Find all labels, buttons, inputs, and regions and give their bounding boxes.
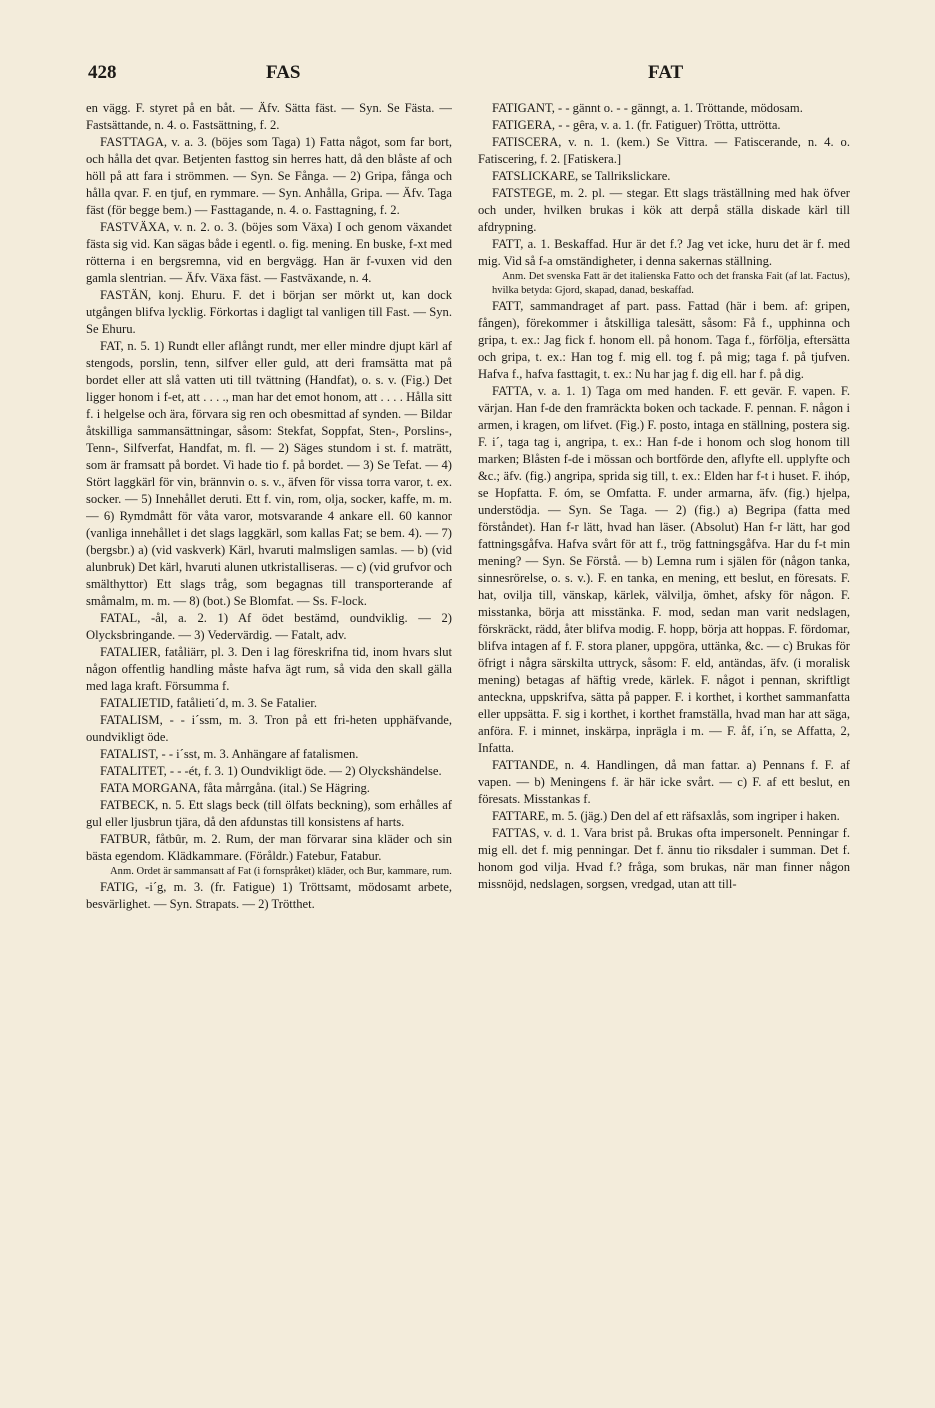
page-header: [88, 62, 843, 88]
entry-paragraph: FASTTAGA, v. a. 3. (böjes som Taga) 1) Fatta något, som far bort, och hålla det qvar. Betjenten fasttog sin herres hatt, då den blåste af och höll på att fara i strömmen. — Syn. Se Fånga. — 2) Gripa, fånga och hålla qvar. F. en tjuf, en rymmare. — Syn. Anhålla, Gripa. — Äfv. Taga fäst (för begge bem.) — Fasttagande, n. 4. o. Fasttagning, f. 2.: [86, 135, 452, 217]
entry-paragraph: FATIG, -i´g, m. 3. (fr. Fatigue) 1) Tröttsamt, mödosamt arbete, besvärlighet. — Syn. Strapats. — 2) Trötthet.: [86, 880, 452, 911]
page-number: 428: [88, 62, 117, 83]
entry-paragraph: FATAL, -ål, a. 2. 1) Af ödet bestämd, oundviklig. — 2) Olycksbringande. — 3) Vedervärdig. — Fatalt, adv.: [86, 611, 452, 642]
right-column: [478, 100, 850, 1390]
entry-paragraph: FATALITET, - - -ét, f. 3. 1) Oundvikligt öde. — 2) Olyckshändelse.: [100, 764, 442, 778]
entry-note: Anm. Det svenska Fatt är det italienska Fatto och det franska Fait (af lat. Factus), hvilka betyda: Gjord, skapad, danad, beskaffad.: [492, 271, 850, 296]
entry-paragraph: FATIGERA, - - gêra, v. a. 1. (fr. Fatiguer) Trötta, uttrötta.: [492, 118, 781, 132]
entry-paragraph: FATBUR, fåtbûr, m. 2. Rum, der man förvarar sina kläder och sin bästa egendom. Klädkammare. (Föråldr.) Fatebur, Fatabur.: [86, 832, 452, 863]
entry-paragraph: FATALISM, - - i´ssm, m. 3. Tron på ett fri-heten upphäfvande, oundvikligt öde.: [86, 713, 452, 744]
entry-paragraph: FATALIETID, fatålieti´d, m. 3. Se Fatalier.: [100, 696, 317, 710]
entry-paragraph: FATBECK, n. 5. Ett slags beck (till ölfats beckning), som erhålles af gul eller ljusbrun tjära, då den afdunstas till konsistens af harts.: [86, 798, 452, 829]
entry-paragraph: FATT, a. 1. Beskaffad. Hur är det f.? Jag vet icke, huru det är f. med mig. Vid så f-a omständigheter, i denna sakernas ställning.: [478, 237, 850, 268]
entry-paragraph: FASTÄN, konj. Ehuru. F. det i början ser mörkt ut, kan dock utgången blifva lycklig. Förkortas i dagligt tal vanligen till Fast. — Syn. Se Ehuru.: [86, 288, 452, 336]
entry-paragraph: FATTARE, m. 5. (jäg.) Den del af ett räfsaxlås, som ingriper i haken.: [492, 809, 840, 823]
entry-paragraph: FATIGANT, - - gännt o. - - gänngt, a. 1. Tröttande, mödosam.: [492, 101, 803, 115]
entry-note: Anm. Ordet är sammansatt af Fat (i fornspråket) kläder, och Bur, kammare, rum.: [110, 866, 452, 877]
entry-paragraph: FATISCERA, v. n. 1. (kem.) Se Vittra. — Fatiscerande, n. 4. o. Fatiscering, f. 2. [Fatiskera.]: [478, 135, 850, 166]
right-guide-word: FAT: [648, 62, 684, 83]
entry-paragraph: FATA MORGANA, fåta mårrgåna. (ital.) Se Hägring.: [100, 781, 370, 795]
entry-paragraph: en vägg. F. styret på en båt. — Äfv. Sätta fäst. — Syn. Se Fästa. — Fastsättande, n. 4. o. Fastsättning, f. 2.: [86, 101, 452, 132]
entry-paragraph: FATSLICKARE, se Tallrikslickare.: [492, 169, 671, 183]
left-guide-word: FAS: [266, 62, 301, 83]
entry-paragraph: FATALIST, - - i´sst, m. 3. Anhängare af fatalismen.: [100, 747, 359, 761]
entry-paragraph: FATALIER, fatåliärr, pl. 3. Den i lag föreskrifna tid, inom hvars slut någon offentlig handling måste hafva ägt rum, så vida den skall gälla med laga kraft. Försumma f.: [86, 645, 452, 693]
entry-paragraph: FATSTEGE, m. 2. pl. — stegar. Ett slags träställning med hak öfver och under, hvilken brukas i kök att derpå ställa diskade kärl till afdrypning.: [478, 186, 850, 234]
entry-paragraph: FATTA, v. a. 1. 1) Taga om med handen. F. ett gevär. F. vapen. F. värjan. Han f-de den framräckta boken och tackade. F. pennan. F. någon i armen, i kragen, om lifvet. (Fig.) F. posto, intaga en ställning, postera sig. F. i´, taga tag i, angripa, t. ex.: Han f-de i honom och slog honom till marken; Blåsten f-de i mössan och bortförde den, aflyfte ell. upplyfte och &c.; äfv. (fig.) angripa, sprida sig till, t. ex.: Elden har f-t i huset. F. ihóp, se Hopfatta. F. óm, se Omfatta. F. under armarna, äfv. (fig.) hjelpa, understödja. — Syn. Se Taga. — 2) (fig.) a) Begripa (fatta med förståndet). Han f-r lätt, hvad han läser. (Absolut) Han f-r lätt, har god fattningsgåfva. Hafva svårt för att f., trög fattningsgåfva. Har du f-t min mening? — Syn. Se Förstå. — b) Lemna rum i själen för (någon tanka, sinnesrörelse, o. s. v.). F. en tanka, en mening, ett beslut, en föresats. F. hat, ovilja till, vänskap, kärlek, välvilja, ömhet, afsky för någon. F. misstanka, börja att misstänka. F. mod, sedan man varit nedslagen, förskräckt, rädd, åter blifva modig. F. hopp, börja att hoppas. F. fördomar, blifva intagen af f. F. stora planer, uppgöra, uttänka, &c. — c) Brukas för öfrigt i några särskilta uttryck, såsom: F. eld, antändas, äfv. (i moralisk mening) betagas af häftig vrede, kärlek. F. något i pennan, skriftligt anteckna, uppskrifva, sätta på papper. F. i korthet, i korthet sammanfatta eller uppsätta. F. sig i korthet, i korthet framställa, hvad man har att säga, anföra. F. i minnet, inskärpa, inprägla i m. — F. åf, i´n, se Affatta, 2, Infatta.: [478, 384, 850, 755]
entry-paragraph: FASTVÄXA, v. n. 2. o. 3. (böjes som Växa) I och genom växandet fästa sig vid. Kan sägas både i egentl. o. fig. mening. En buske, f-xt med rötterna i en bergsremna, vid en bergvägg. Han är f-vuxen vid den gamla slentrian. — Äfv. Växa fäst. — Fastväxande, n. 4.: [86, 220, 452, 285]
entry-paragraph: FAT, n. 5. 1) Rundt eller aflångt rundt, mer eller mindre djupt kärl af stengods, porslin, tenn, silfver eller guld, att deri framsätta mat på bordet eller att slå vatten uti till tvättning (Handfat), o. s. v. (Fig.) Det ligger honom i f-et, att . . . ., man har det emot honom, att . . . . Hålla sitt f. i helgelse och ära, förvara sig ren och obesmittad af synden. — Bildar åtskilliga sammansättningar, såsom: Stekfat, Soppfat, Sten-, Porslins-, Tenn-, Silfverfat, Handfat, m. fl. — 2) Säges stundom i st. f. maträtt, som är framsatt på bordet. Vi hade tio f. på bordet. — 3) Se Tefat. — 4) Stört laggkärl för vin, brännvin o. s. v., äfven för vissa torra varor, t. ex. socker. — 5) Innehållet deruti. Ett f. vin, rom, olja, socker, kaffe, m. m. — 6) Rymdmått för våta varor, motsvarande 4 ankare ell. 60 kannor (vanliga innehållet i det slags laggkärl, som kallas Fat; se bem. 4). — 7) (bergsbr.) a) (vid vaskverk) Kärl, hvaruti malmsligen samlas. — b) (vid alunbruk) Det kärl, hvaruti alunen utkristalliseras. — c) (vid grufvor och smälthyttor) Ett slags tråg, som begagnas till transporterande af småmalm, m. m. — 8) (bot.) Se Blomfat. — Ss. F-lock.: [86, 339, 452, 608]
entry-paragraph: FATT, sammandraget af part. pass. Fattad (här i bem. af: gripen, fången), förekommer i åtskilliga talesätt, såsom: Få f., upphinna och gripa, t. ex.: Jag fick f. honom ell. på honom. Taga f., förfölja, eftersätta och gripa, t. ex.: Han tog f. mig ell. tog f. på mig; taga f. på tjufven. Hafva f., hafva fasttagit, t. ex.: Nu har jag f. dig ell. har f. på dig.: [478, 299, 850, 381]
entry-paragraph: FATTAS, v. d. 1. Vara brist på. Brukas ofta impersonelt. Penningar f. mig ell. det f. mig penningar. Det f. ännu tio riksdaler i summan. Det f. honom god vilja. Hvad f.? fråga, som brukas, när man finner någon missnöjd, nedslagen, sorgsen, vredgad, utan att till-: [478, 826, 850, 891]
left-column: [86, 100, 452, 1390]
entry-paragraph: FATTANDE, n. 4. Handlingen, då man fattar. a) Pennans f. F. af vapen. — b) Meningens f. är här icke svårt. — c) F. af ett beslut, en föresats. Misstankas f.: [478, 758, 850, 806]
